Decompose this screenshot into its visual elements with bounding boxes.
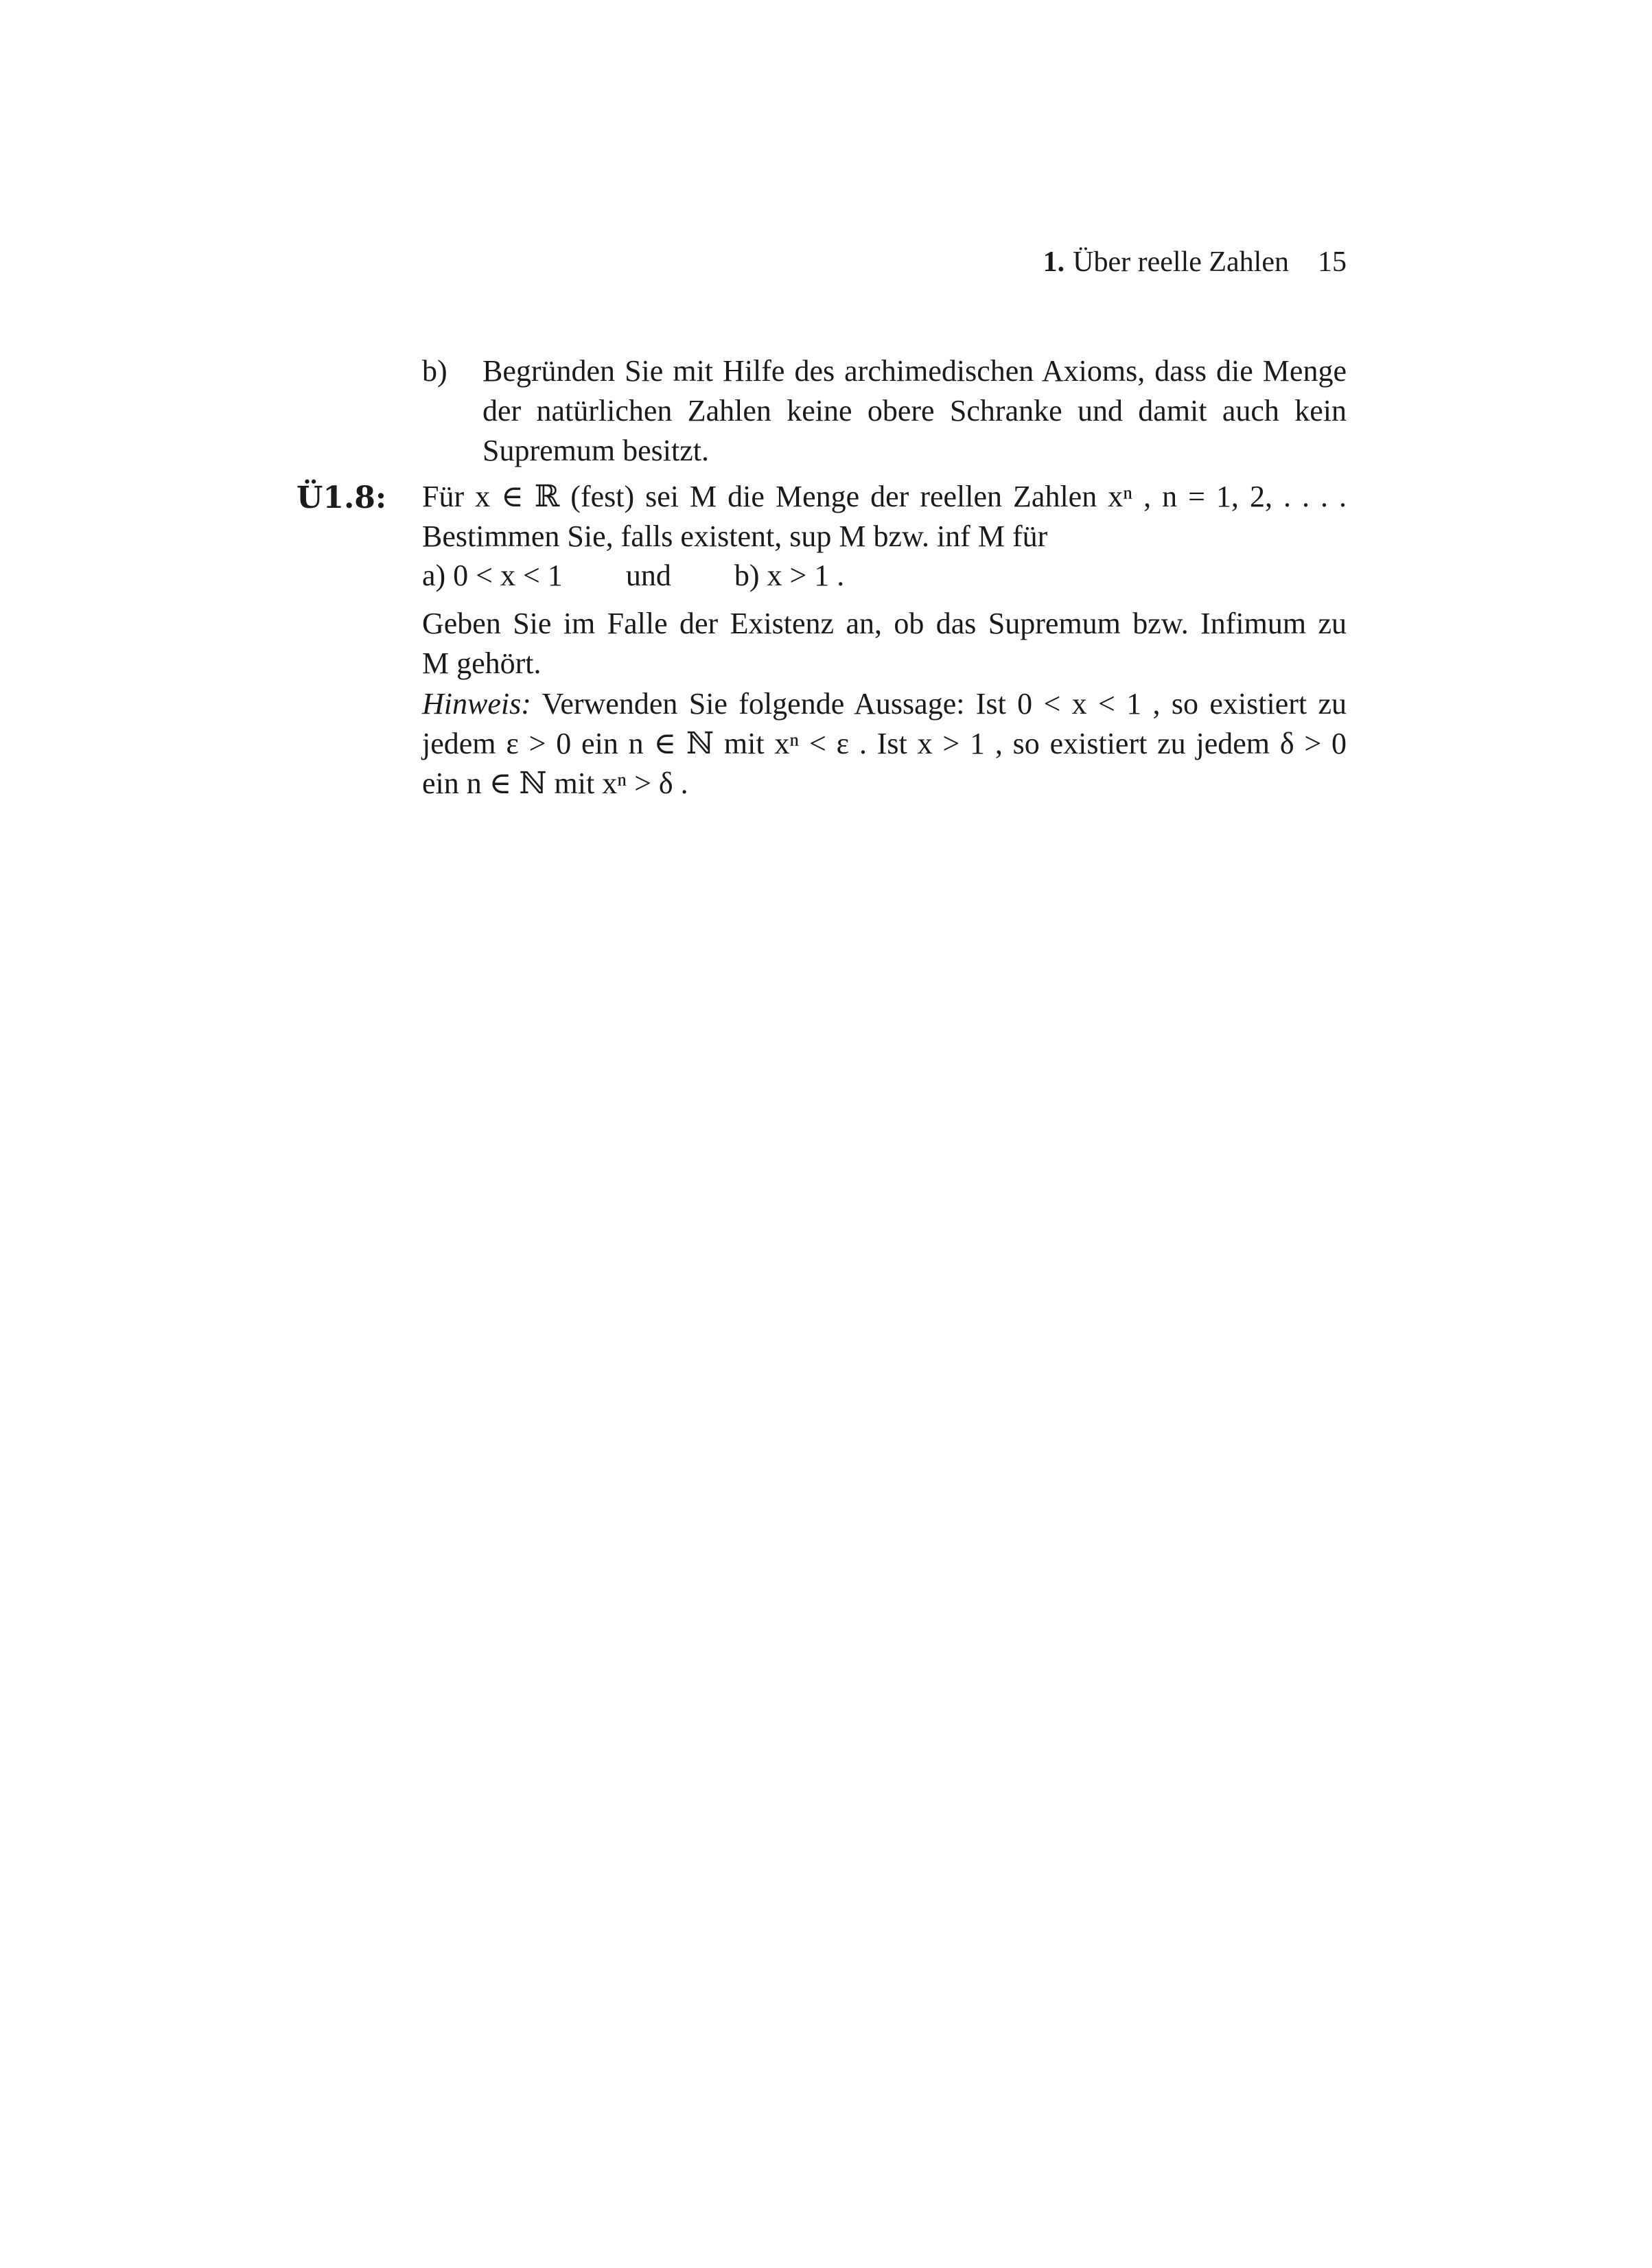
exercise-statement <box>422 477 1347 557</box>
subitem-b <box>422 351 1347 471</box>
chapter-title: Über reelle Zahlen <box>1073 246 1289 278</box>
hint-paragraph <box>422 684 1347 804</box>
case-a: a) 0 < x < 1 <box>422 559 563 592</box>
text-line: Supremum besitzt. <box>482 434 709 467</box>
chapter-number: 1. <box>1043 246 1065 278</box>
case-b: b) x > 1 . <box>734 559 845 592</box>
case-conjunction: und <box>625 559 671 592</box>
subitem-b-label: b) <box>422 354 447 388</box>
text-line: Für x ∈ ℝ (fest) sei M die Menge der reellen Zahlen xⁿ , n = 1, 2, . . . . <box>422 480 1347 513</box>
hint-text: Verwenden Sie folgende Aussage: Ist 0 < x < 1 , so existiert zu <box>542 687 1347 721</box>
text-line <box>422 684 1347 724</box>
text-line: der natürlichen Zahlen keine obere Schranke und damit auch kein <box>482 394 1347 428</box>
text-line: Bestimmen Sie, falls existent, sup M bzw. inf M für <box>422 519 1048 553</box>
existence-question <box>422 604 1347 683</box>
running-header <box>1043 246 1347 279</box>
text-line: Begründen Sie mit Hilfe des archimedischen Axioms, dass die Menge <box>482 354 1347 388</box>
page-number: 15 <box>1318 246 1347 278</box>
exercise-label: Ü1.8: <box>296 480 387 515</box>
text-line: Geben Sie im Falle der Existenz an, ob das Supremum bzw. Infimum zu <box>422 607 1347 640</box>
chapter-heading <box>1043 246 1289 279</box>
text-line: jedem ε > 0 ein n ∈ ℕ mit xⁿ < ε . Ist x > 1 , so existiert zu jedem δ > 0 <box>422 727 1347 760</box>
text-line: ein n ∈ ℕ mit xⁿ > δ . <box>422 767 688 800</box>
subitem-b-text <box>482 351 1347 471</box>
exercise-cases <box>422 556 1347 596</box>
hint-label: Hinweis: <box>422 687 531 721</box>
text-line: M gehört. <box>422 646 542 680</box>
